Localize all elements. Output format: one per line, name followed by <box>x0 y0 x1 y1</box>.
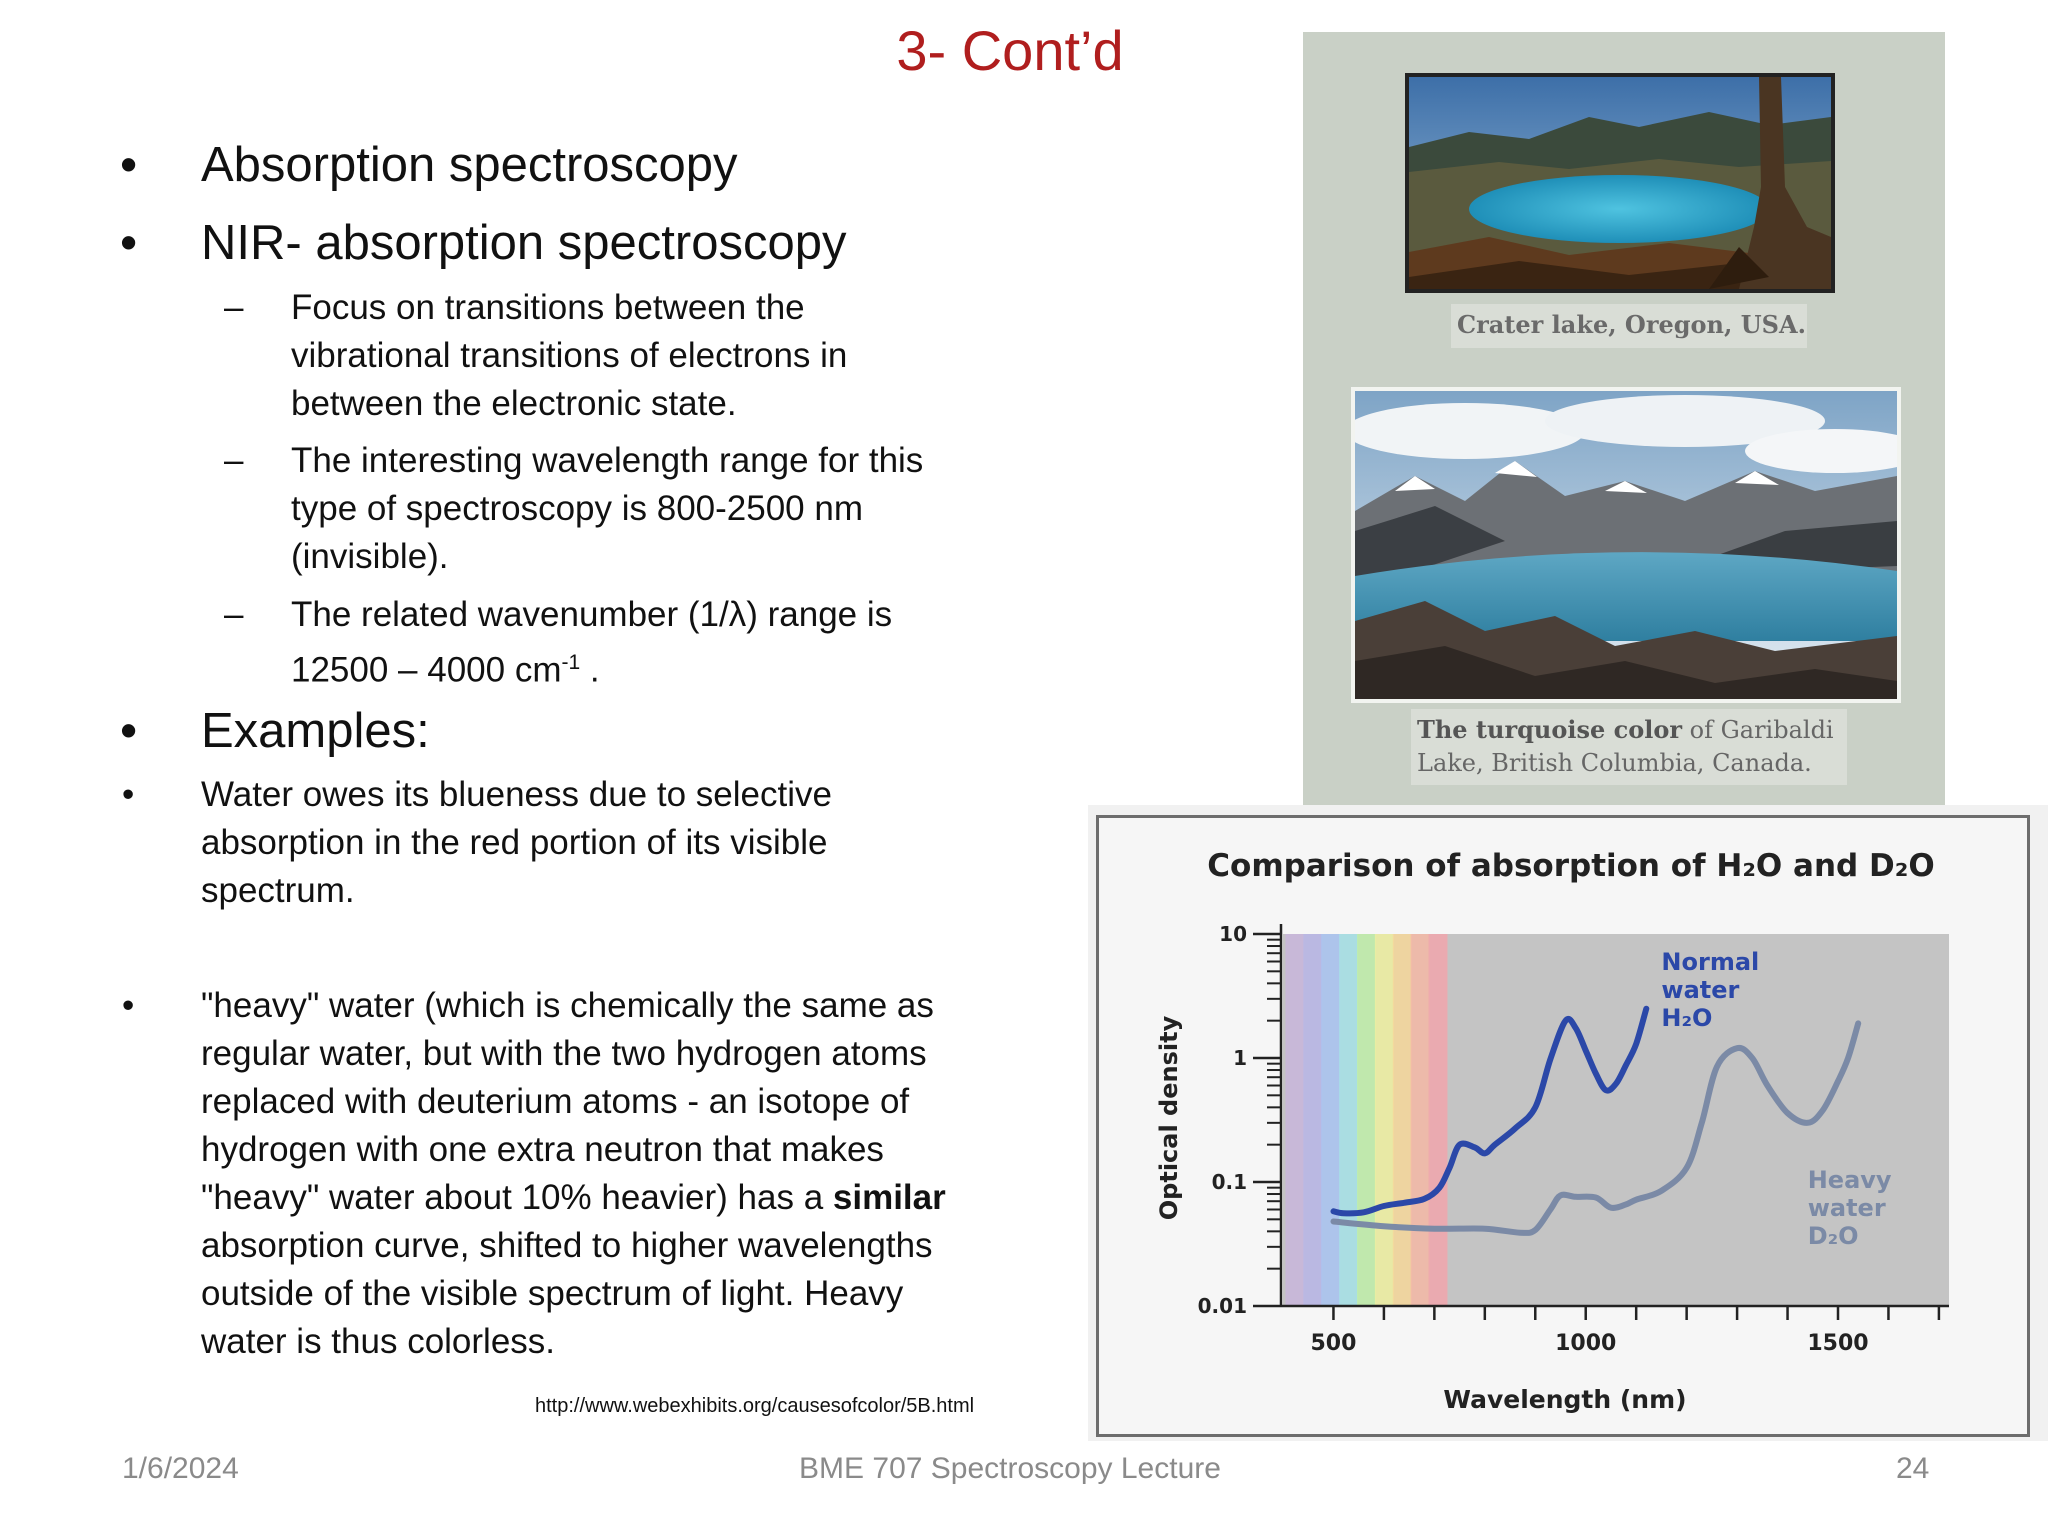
superscript-minus-one: -1 <box>561 651 581 674</box>
text-line: spectrum. <box>201 871 355 910</box>
chart-title: Comparison of absorption of H₂O and D₂O <box>1207 848 1935 884</box>
text-line: water is thus colorless. <box>201 1322 556 1361</box>
y-tick-label: 1 <box>1233 1046 1247 1070</box>
visible-spectrum-band <box>1285 934 1447 1306</box>
caption-text: of Garibaldi <box>1682 716 1834 744</box>
spectrum-stripe <box>1339 934 1358 1306</box>
chart-panel <box>1088 805 2048 1441</box>
spectrum-stripe <box>1375 934 1394 1306</box>
text-line: "heavy" water (which is chemically the same as <box>201 986 934 1025</box>
x-tick-label: 1000 <box>1555 1331 1617 1356</box>
chart-frame <box>1096 815 2030 1437</box>
y-tick-label: 0.1 <box>1211 1170 1247 1194</box>
text-line: outside of the visible spectrum of light. Heavy <box>201 1274 904 1313</box>
spectrum-stripe <box>1303 934 1322 1306</box>
text-line: type of spectroscopy is 800-2500 nm <box>291 489 863 528</box>
y-tick-label: 0.01 <box>1197 1294 1247 1318</box>
sub-bullet-dash: – <box>224 441 244 480</box>
text-line <box>291 639 892 695</box>
x-tick-label: 500 <box>1310 1331 1357 1356</box>
photo-panel <box>1303 32 1945 807</box>
photo2-caption-line2: Lake, British Columbia, Canada. <box>1417 749 1812 777</box>
sub-bullet-dash: – <box>224 288 244 327</box>
text-line <box>201 1174 946 1222</box>
text-line: (invisible). <box>291 537 449 576</box>
footer-page-number: 24 <box>1896 1452 1930 1485</box>
normal-water-label: H₂O <box>1661 1004 1713 1032</box>
text-line: hydrogen with one extra neutron that makes <box>201 1130 884 1169</box>
photo2-caption-line1 <box>1417 715 1834 744</box>
x-axis-label: Wavelength (nm) <box>1443 1385 1687 1414</box>
footer-date: 1/6/2024 <box>122 1452 239 1485</box>
spectrum-stripe <box>1429 934 1448 1306</box>
photo2-caption-box <box>1411 709 1847 785</box>
sub-bullet-wavelength-range <box>291 437 923 581</box>
text-span: "heavy" water about 10% heavier) has a <box>201 1178 833 1217</box>
absorption-chart <box>1099 818 2027 1434</box>
heavy-water-label: D₂O <box>1807 1222 1859 1250</box>
bullet-marker: • <box>122 986 135 1025</box>
example-heavy-water <box>201 982 946 1366</box>
bullet-nir-absorption: NIR- absorption spectroscopy <box>201 216 847 270</box>
sub-bullet-wavenumber <box>291 591 892 695</box>
garibaldi-lake-photo <box>1351 387 1901 703</box>
caption-bold: The turquoise color <box>1417 715 1682 744</box>
spectrum-stripe <box>1357 934 1376 1306</box>
spectrum-stripe <box>1321 934 1340 1306</box>
text-line: between the electronic state. <box>291 384 737 423</box>
sub-bullet-dash: – <box>224 595 244 634</box>
wavenumber-range: 12500 – 4000 cm <box>291 650 562 690</box>
photo1-caption-box <box>1451 304 1807 348</box>
bullet-marker: • <box>120 216 138 270</box>
bold-similar: similar <box>832 1178 946 1217</box>
text-line: Focus on transitions between the <box>291 288 805 327</box>
spectrum-stripe <box>1285 934 1304 1306</box>
crater-lake-photo <box>1405 73 1835 293</box>
footer-course: BME 707 Spectroscopy Lecture <box>799 1452 1221 1485</box>
heavy-water-label: Heavy <box>1807 1166 1892 1194</box>
y-axis-label: Optical density <box>1155 1015 1183 1221</box>
bullet-marker: • <box>122 775 135 814</box>
photo1-caption: Crater lake, Oregon, USA. <box>1457 310 1806 339</box>
heavy-water-label: water <box>1807 1194 1886 1222</box>
text-line: The interesting wavelength range for this <box>291 441 924 480</box>
slide-title: 3- Cont’d <box>896 19 1124 82</box>
text-line: The related wavenumber (1/λ) range is <box>291 595 893 634</box>
example-water-blueness <box>201 771 832 915</box>
y-tick-label: 10 <box>1219 922 1247 946</box>
bullet-marker: • <box>120 138 138 192</box>
source-link[interactable]: http://www.webexhibits.org/causesofcolor/5B.html <box>535 1395 975 1417</box>
sub-bullet-transitions <box>291 284 847 428</box>
x-tick-label: 1500 <box>1807 1331 1869 1356</box>
examples-heading: Examples: <box>201 704 430 758</box>
text-line: replaced with deuterium atoms - an isotope of <box>201 1082 910 1121</box>
period: . <box>580 650 600 690</box>
bullet-marker: • <box>120 704 138 758</box>
text-line: regular water, but with the two hydrogen atoms <box>201 1034 927 1073</box>
text-line: absorption in the red portion of its visible <box>201 823 828 862</box>
normal-water-label: Normal <box>1661 948 1760 976</box>
normal-water-label: water <box>1661 976 1740 1004</box>
text-line: Water owes its blueness due to selective <box>201 775 832 814</box>
text-line: vibrational transitions of electrons in <box>291 336 848 375</box>
text-line: absorption curve, shifted to higher wavelengths <box>201 1226 933 1265</box>
bullet-absorption-spectroscopy: Absorption spectroscopy <box>201 138 738 192</box>
spectrum-stripe <box>1411 934 1430 1306</box>
spectrum-stripe <box>1393 934 1412 1306</box>
